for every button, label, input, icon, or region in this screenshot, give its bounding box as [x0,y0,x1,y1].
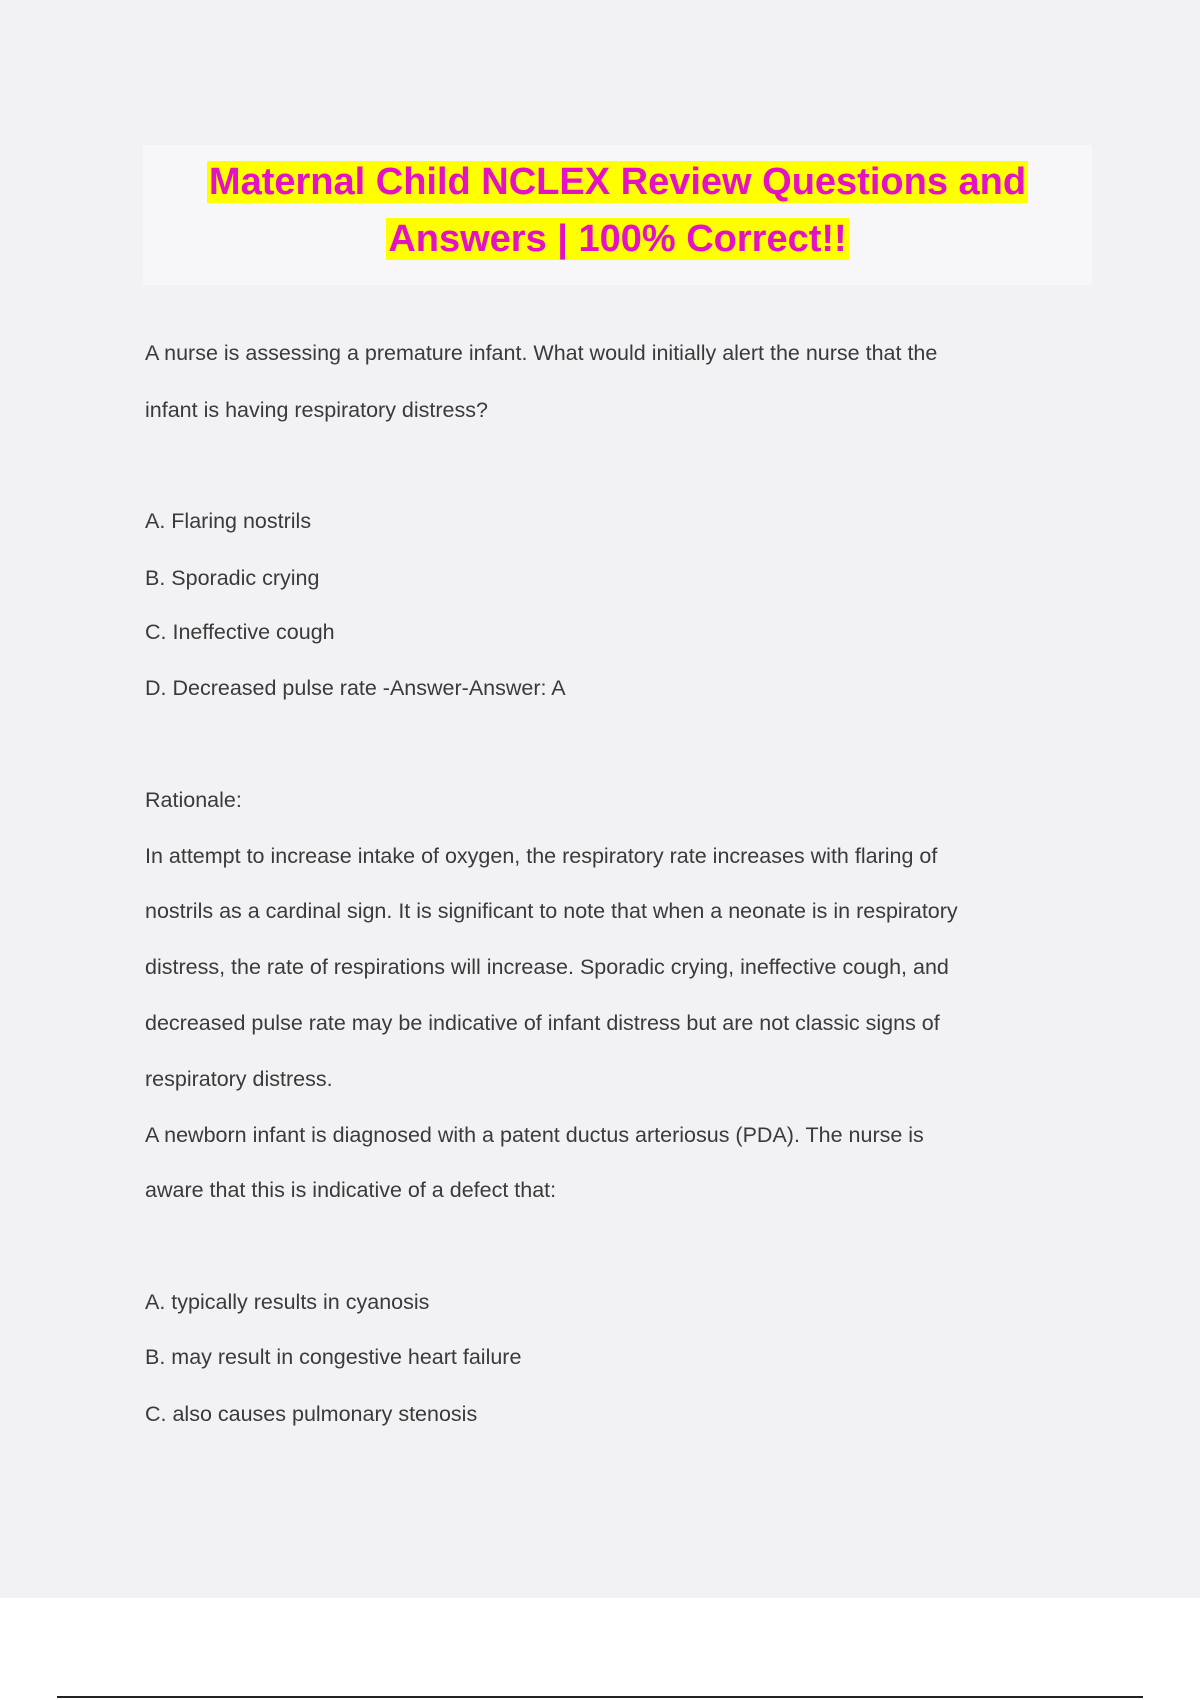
question-text: A nurse is assessing a premature infant. What would initially alert the nurse that the [145,341,938,365]
answer-option: B. Sporadic crying [145,566,320,590]
title-line-1: Maternal Child NCLEX Review Questions and [208,161,1027,203]
answer-option: B. may result in congestive heart failure [145,1345,522,1369]
answer-option: C. Ineffective cough [145,620,335,644]
question-text: A newborn infant is diagnosed with a patent ductus arteriosus (PDA). The nurse is [145,1123,924,1147]
footer-divider [57,1696,1143,1698]
rationale-text: decreased pulse rate may be indicative of infant distress but are not classic signs of [145,1011,940,1035]
answer-option: C. also causes pulmonary stenosis [145,1402,478,1426]
rationale-text: In attempt to increase intake of oxygen, the respiratory rate increases with flaring of [145,844,938,868]
answer-option: A. typically results in cyanosis [145,1290,430,1314]
rationale-text: nostrils as a cardinal sign. It is significant to note that when a neonate is in respiratory [145,899,958,923]
answer-option: A. Flaring nostrils [145,509,312,533]
question-text: infant is having respiratory distress? [145,398,488,422]
rationale-text: distress, the rate of respirations will increase. Sporadic crying, ineffective cough, and [145,955,949,979]
answer-option: D. Decreased pulse rate -Answer-Answer: A [145,676,566,700]
title-block [143,145,1092,285]
rationale-label: Rationale: [145,788,242,812]
question-text: aware that this is indicative of a defect that: [145,1178,557,1202]
rationale-text: respiratory distress. [145,1067,333,1091]
title-line-2: Answers | 100% Correct!! [388,218,847,260]
